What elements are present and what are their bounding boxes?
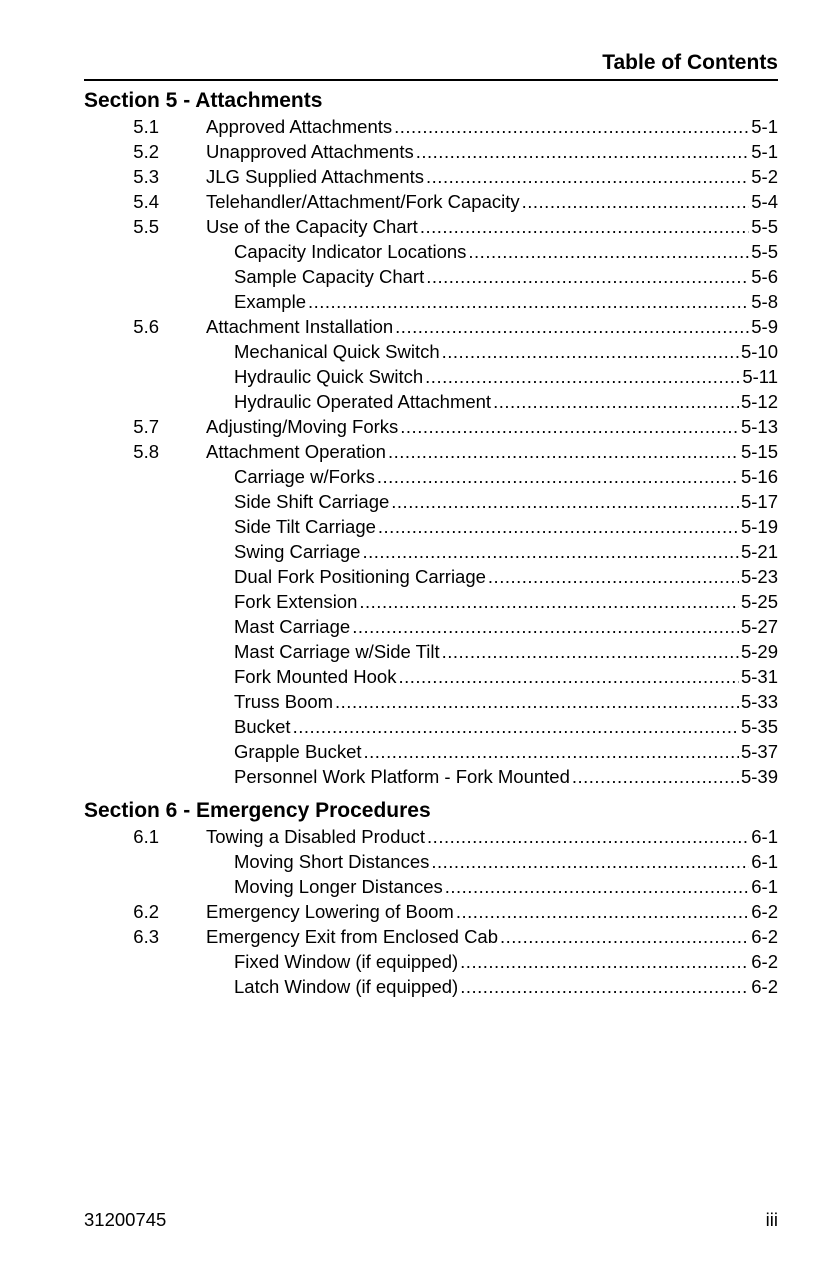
entry-title: Hydraulic Operated Attachment <box>234 391 492 412</box>
entry-page-number: 5-11 <box>742 366 778 387</box>
entry-page-number: 5-17 <box>740 491 778 512</box>
entry-number: 5.8 <box>133 441 159 462</box>
entry-title: Fork Extension <box>234 591 358 612</box>
dot-leader <box>468 239 749 264</box>
toc-entry[interactable] <box>84 824 778 849</box>
entry-title: Carriage w/Forks <box>234 466 375 487</box>
dot-leader <box>388 439 739 464</box>
section-heading: Section 6 - Emergency Procedures <box>84 799 431 822</box>
entry-title: Adjusting/Moving Forks <box>206 416 399 437</box>
toc-entry[interactable] <box>84 924 778 949</box>
entry-number: 5.7 <box>133 416 159 437</box>
toc-subentry[interactable] <box>84 539 778 564</box>
toc-subentry[interactable] <box>84 339 778 364</box>
entry-page-number: 5-9 <box>751 316 778 337</box>
entry-page-number: 6-2 <box>751 901 778 922</box>
dot-leader <box>394 114 749 139</box>
entry-title: Moving Longer Distances <box>234 876 443 897</box>
entry-title: Side Tilt Carriage <box>234 516 376 537</box>
toc-subentry[interactable] <box>84 714 778 739</box>
toc-entry[interactable] <box>84 214 778 239</box>
entry-title: Approved Attachments <box>206 116 393 137</box>
entry-page-number: 5-13 <box>740 416 778 437</box>
entry-page-number: 5-12 <box>740 391 778 412</box>
dot-leader <box>442 339 739 364</box>
toc-entry[interactable] <box>84 414 778 439</box>
entry-page-number: 5-1 <box>751 116 778 137</box>
entry-page-number: 5-31 <box>740 666 778 687</box>
toc-subentry[interactable] <box>84 364 778 389</box>
dot-leader <box>359 589 739 614</box>
toc-subentry[interactable] <box>84 949 778 974</box>
entry-page-number: 6-1 <box>751 876 778 897</box>
section-spacer <box>84 789 778 798</box>
entry-number: 5.4 <box>133 191 159 212</box>
page-number: iii <box>765 1209 778 1230</box>
toc-subentry[interactable] <box>84 264 778 289</box>
dot-leader <box>308 289 749 314</box>
entry-number: 5.5 <box>133 216 159 237</box>
toc-entry[interactable] <box>84 164 778 189</box>
dot-leader <box>425 364 740 389</box>
dot-leader <box>522 189 750 214</box>
toc-subentry[interactable] <box>84 639 778 664</box>
entry-page-number: 5-6 <box>751 266 778 287</box>
entry-title: Mechanical Quick Switch <box>234 341 440 362</box>
entry-page-number: 6-1 <box>751 826 778 847</box>
entry-number: 6.2 <box>133 901 159 922</box>
entry-page-number: 5-25 <box>740 591 778 612</box>
entry-page-number: 5-15 <box>740 441 778 462</box>
toc-entry[interactable] <box>84 189 778 214</box>
entry-title: Fixed Window (if equipped) <box>234 951 459 972</box>
dot-leader <box>442 639 739 664</box>
entry-page-number: 5-16 <box>740 466 778 487</box>
toc-entry[interactable] <box>84 439 778 464</box>
dot-leader <box>493 389 739 414</box>
entry-title: Latch Window (if equipped) <box>234 976 459 997</box>
entry-title: Attachment Operation <box>206 441 386 462</box>
entry-title: Attachment Installation <box>206 316 394 337</box>
toc-subentry[interactable] <box>84 389 778 414</box>
entry-page-number: 6-2 <box>751 951 778 972</box>
entry-page-number: 5-2 <box>751 166 778 187</box>
entry-number: 6.3 <box>133 926 159 947</box>
entry-title: Mast Carriage <box>234 616 351 637</box>
dot-leader <box>456 899 749 924</box>
entry-title: Fork Mounted Hook <box>234 666 397 687</box>
entry-page-number: 6-2 <box>751 926 778 947</box>
dot-leader <box>445 874 750 899</box>
entry-title: Bucket <box>234 716 291 737</box>
entry-number: 5.3 <box>133 166 159 187</box>
entry-title: Dual Fork Positioning Carriage <box>234 566 486 587</box>
entry-title: Towing a Disabled Product <box>206 826 426 847</box>
toc-subentry[interactable] <box>84 974 778 999</box>
entry-title: JLG Supplied Attachments <box>206 166 425 187</box>
toc-entry[interactable] <box>84 139 778 164</box>
entry-title: Sample Capacity Chart <box>234 266 425 287</box>
toc-subentry[interactable] <box>84 489 778 514</box>
toc-entry[interactable] <box>84 314 778 339</box>
entry-page-number: 5-8 <box>751 291 778 312</box>
dot-leader <box>395 314 749 339</box>
dot-leader <box>377 464 739 489</box>
dot-leader <box>500 924 749 949</box>
dot-leader <box>378 514 739 539</box>
table-of-contents <box>84 88 778 999</box>
dot-leader <box>362 539 738 564</box>
toc-subentry[interactable] <box>84 614 778 639</box>
entry-title: Hydraulic Quick Switch <box>234 366 424 387</box>
dot-leader <box>431 849 749 874</box>
entry-page-number: 5-5 <box>751 241 778 262</box>
dot-leader <box>420 214 749 239</box>
entry-number: 5.2 <box>133 141 159 162</box>
entry-title: Swing Carriage <box>234 541 361 562</box>
dot-leader <box>352 614 739 639</box>
toc-entry[interactable] <box>84 899 778 924</box>
dot-leader <box>426 164 749 189</box>
toc-subentry[interactable] <box>84 464 778 489</box>
entry-page-number: 5-23 <box>740 566 778 587</box>
entry-number: 6.1 <box>133 826 159 847</box>
toc-subentry[interactable] <box>84 239 778 264</box>
entry-title: Emergency Exit from Enclosed Cab <box>206 926 499 947</box>
dot-leader <box>364 739 739 764</box>
entry-page-number: 6-1 <box>751 851 778 872</box>
toc-entry[interactable] <box>84 114 778 139</box>
dot-leader <box>572 764 739 789</box>
dot-leader <box>400 414 739 439</box>
dot-leader <box>460 974 749 999</box>
toc-subentry[interactable] <box>84 514 778 539</box>
toc-subentry[interactable] <box>84 739 778 764</box>
page-header-title: Table of Contents <box>602 51 778 74</box>
entry-title: Moving Short Distances <box>234 851 430 872</box>
entry-page-number: 5-39 <box>740 766 778 787</box>
toc-subentry[interactable] <box>84 874 778 899</box>
entry-page-number: 5-33 <box>740 691 778 712</box>
entry-title: Capacity Indicator Locations <box>234 241 467 262</box>
entry-page-number: 5-1 <box>751 141 778 162</box>
entry-page-number: 5-5 <box>751 216 778 237</box>
dot-leader <box>460 949 749 974</box>
entry-title: Grapple Bucket <box>234 741 362 762</box>
entry-page-number: 5-37 <box>740 741 778 762</box>
entry-title: Unapproved Attachments <box>206 141 414 162</box>
dot-leader <box>391 489 739 514</box>
entry-title: Side Shift Carriage <box>234 491 390 512</box>
section-heading: Section 5 - Attachments <box>84 89 323 112</box>
dot-leader <box>426 264 749 289</box>
header-divider <box>84 79 778 81</box>
entry-number: 5.6 <box>133 316 159 337</box>
entry-title: Use of the Capacity Chart <box>206 216 418 237</box>
entry-title: Example <box>234 291 306 312</box>
toc-subentry[interactable] <box>84 689 778 714</box>
dot-leader <box>416 139 750 164</box>
entry-title: Mast Carriage w/Side Tilt <box>234 641 440 662</box>
dot-leader <box>293 714 739 739</box>
document-number: 31200745 <box>84 1209 167 1230</box>
toc-subentry[interactable] <box>84 564 778 589</box>
toc-subentry[interactable] <box>84 589 778 614</box>
toc-subentry[interactable] <box>84 849 778 874</box>
entry-title: Truss Boom <box>234 691 334 712</box>
entry-page-number: 5-27 <box>740 616 778 637</box>
dot-leader <box>398 664 739 689</box>
dot-leader <box>427 824 749 849</box>
entry-page-number: 5-29 <box>740 641 778 662</box>
toc-subentry[interactable] <box>84 764 778 789</box>
entry-page-number: 5-4 <box>751 191 778 212</box>
entry-page-number: 6-2 <box>751 976 778 997</box>
entry-title: Personnel Work Platform - Fork Mounted <box>234 766 570 787</box>
entry-page-number: 5-10 <box>740 341 778 362</box>
entry-title: Emergency Lowering of Boom <box>206 901 454 922</box>
toc-subentry[interactable] <box>84 289 778 314</box>
entry-title: Telehandler/Attachment/Fork Capacity <box>206 191 520 212</box>
entry-page-number: 5-21 <box>740 541 778 562</box>
entry-page-number: 5-19 <box>740 516 778 537</box>
toc-subentry[interactable] <box>84 664 778 689</box>
entry-page-number: 5-35 <box>740 716 778 737</box>
dot-leader <box>335 689 739 714</box>
dot-leader <box>488 564 739 589</box>
entry-number: 5.1 <box>133 116 159 137</box>
